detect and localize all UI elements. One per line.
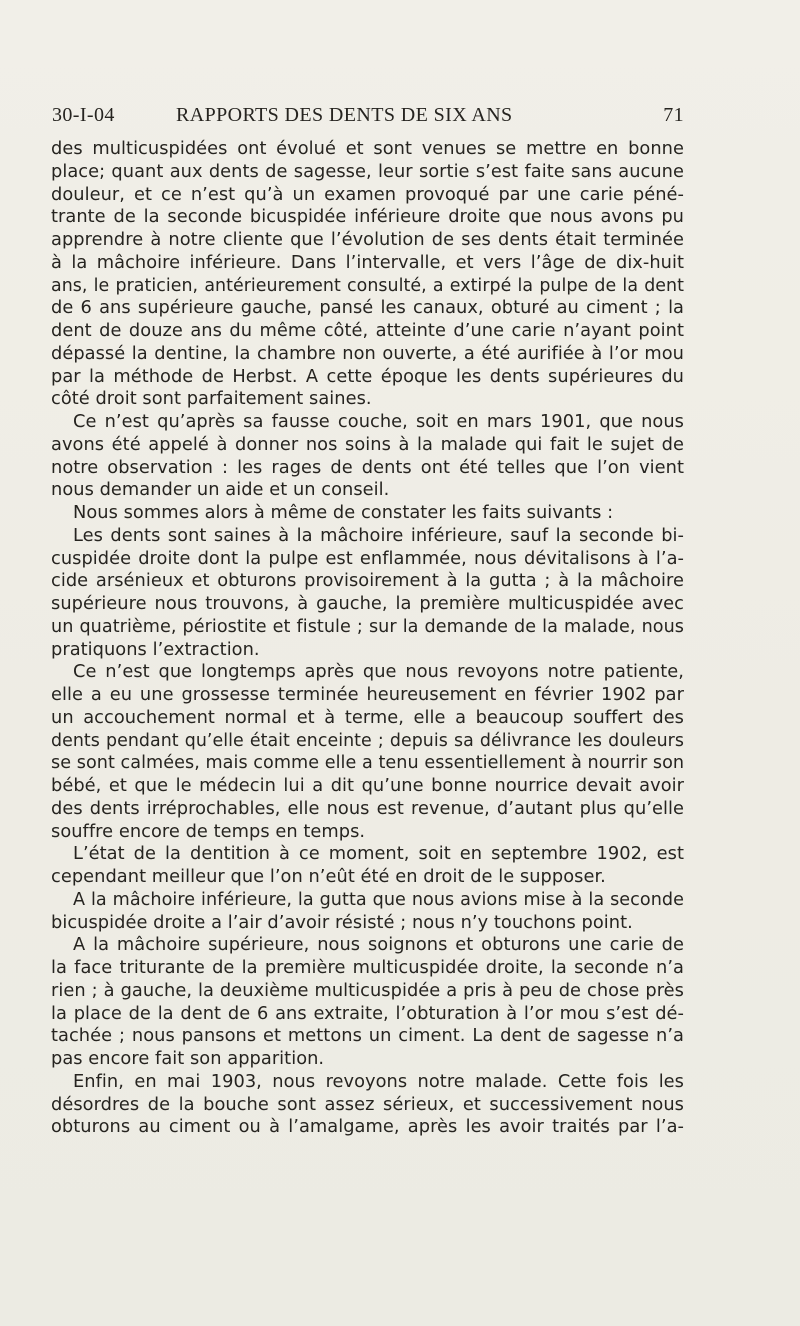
page-number: 71	[663, 104, 684, 126]
text-line: ans, le praticien, antérieurement consulté, a extirpé la pulpe de la dent	[51, 275, 684, 296]
text-line: L’état de la dentition à ce moment, soit en septembre 1902, est	[73, 843, 684, 865]
text-line: Nous sommes alors à même de constater les faits suivants :	[73, 502, 614, 523]
header-title: RAPPORTS DES DENTS DE SIX ANS	[176, 104, 513, 126]
text-line: tachée ; nous pansons et mettons un ciment. La dent de sagesse n’a	[51, 1025, 684, 1047]
text-line: par la méthode de Herbst. A cette époque les dents supérieures du	[51, 365, 684, 387]
text-line: Ce n’est que longtemps après que nous revoyons notre patiente,	[73, 661, 684, 683]
text-line: un quatrième, périostite et fistule ; sur la demande de la malade, nous	[51, 616, 684, 637]
text-line: bicuspidée droite a l’air d’avoir résisté ; nous n’y touchons point.	[51, 911, 633, 933]
text-line: dent de douze ans du même côté, atteinte d’une carie n’ayant point	[51, 320, 684, 341]
text-line: avons été appelé à donner nos soins à la malade qui fait le sujet de	[51, 433, 684, 455]
text-line: la place de la dent de 6 ans extraite, l’obturation à l’or mou s’est dé-	[51, 1002, 684, 1024]
text-line: dents pendant qu’elle était enceinte ; depuis sa délivrance les douleurs	[51, 730, 684, 751]
text-line: bébé, et que le médecin lui a dit qu’une bonne nourrice devait avoir	[51, 775, 684, 796]
text-line: côté droit sont parfaitement saines.	[51, 388, 372, 410]
text-line: des multicuspidées ont évolué et sont venues se mettre en bonne	[51, 138, 684, 159]
text-line: pas encore fait son apparition.	[51, 1048, 325, 1069]
text-line: souffre encore de temps en temps.	[51, 820, 366, 842]
text-line: A la mâchoire supérieure, nous soignons et obturons une carie de	[73, 934, 684, 956]
running-header	[52, 104, 684, 134]
text-line: pratiquons l’extraction.	[51, 638, 260, 660]
text-line: nous demander un aide et un conseil.	[51, 479, 390, 501]
text-line: des dents irréprochables, elle nous est revenue, d’autant plus qu’elle	[51, 797, 684, 819]
text-line: Ce n’est qu’après sa fausse couche, soit en mars 1901, que nous	[73, 411, 684, 432]
text-line: obturons au ciment ou à l’amalgame, après les avoir traités par l’a-	[51, 1116, 684, 1138]
text-line: notre observation : les rages de dents ont été telles que l’on vient	[51, 456, 684, 478]
text-line: trante de la seconde bicuspidée inférieure droite que nous avons pu	[51, 206, 684, 228]
text-line: supérieure nous trouvons, à gauche, la première multicuspidée avec	[51, 593, 684, 614]
text-line: un accouchement normal et à terme, elle a beaucoup souffert des	[51, 706, 684, 728]
text-line: Enfin, en mai 1903, nous revoyons notre malade. Cette fois les	[73, 1070, 684, 1092]
text-line: désordres de la bouche sont assez sérieux, et successivement nous	[51, 1093, 684, 1115]
text-line: la face triturante de la première multicuspidée droite, la seconde n’a	[51, 957, 684, 978]
text-line: place; quant aux dents de sagesse, leur sortie s’est faite sans aucune	[51, 160, 684, 182]
text-line: douleur, et ce n’est qu’à un examen provoqué par une carie péné-	[51, 183, 684, 205]
text-line: à la mâchoire inférieure. Dans l’intervalle, et vers l’âge de dix-huit	[51, 251, 684, 273]
text-line: cependant meilleur que l’on n’eût été en droit de le supposer.	[51, 866, 606, 887]
body-text	[51, 138, 684, 1139]
text-line: cide arsénieux et obturons provisoirement à la gutta ; à la mâchoire	[51, 570, 684, 592]
text-line: dépassé la dentine, la chambre non ouverte, a été aurifiée à l’or mou	[51, 342, 684, 364]
text-line: rien ; à gauche, la deuxième multicuspidée a pris à peu de chose près	[51, 979, 684, 1001]
text-line: cuspidée droite dont la pulpe est enflammée, nous dévitalisons à l’a-	[51, 547, 684, 569]
text-line: elle a eu une grossesse terminée heureusement en février 1902 par	[51, 684, 684, 705]
text-line: Les dents sont saines à la mâchoire inférieure, sauf la seconde bi-	[73, 524, 684, 546]
header-date: 30-I-04	[52, 104, 115, 126]
text-line: apprendre à notre cliente que l’évolution de ses dents était terminée	[51, 229, 684, 250]
text-line: A la mâchoire inférieure, la gutta que nous avions mise à la seconde	[73, 889, 684, 910]
text-line: se sont calmées, mais comme elle a tenu essentiellement à nourrir son	[51, 753, 685, 774]
text-line: de 6 ans supérieure gauche, pansé les canaux, obturé au ciment ; la	[51, 297, 684, 319]
